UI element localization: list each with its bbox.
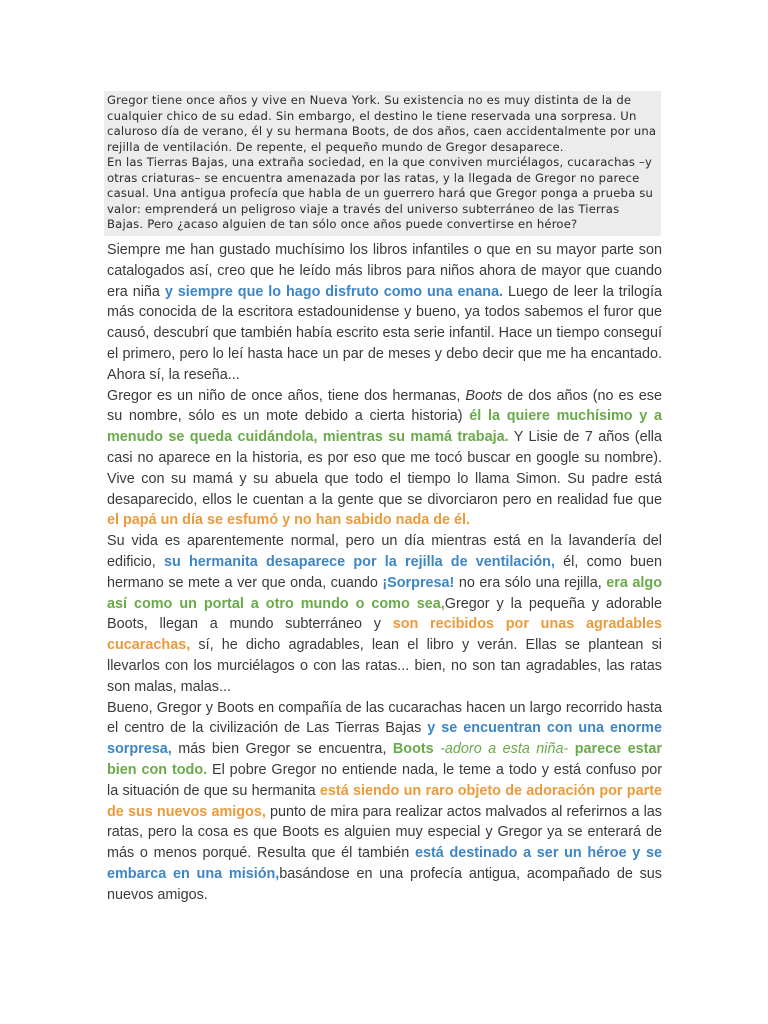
highlight-green: Boots [392,741,434,758]
review-paragraph [107,698,662,906]
synopsis-paragraph: En las Tierras Bajas, una extraña sociedad, en la que conviven murciélagos, cucarachas –y otras criaturas– se encuentra amenazada por las ratas, y la llegada de Gregor no parece casual. Una antigua profecía que habla de un guerrero hará que Gregor ponga a prueba su valor: emprenderá un peligroso viaje a través del universo subterráneo de las Tierras Bajas. Pero ¿acaso alguien de tan sólo once años puede convertirse en héroe? [107,155,654,231]
review-body [107,240,662,906]
review-text: basándose en una profecía antigua, acompañado de sus nuevos amigos. [107,865,662,903]
review-text: Y Lisie de 7 años (ella casi no aparece en la historia, es por eso que me tocó buscar en google su nombre). Vive con su mamá y su abuela que todo el tiempo lo llama Simon. Su padre está desaparecido, ellos le cuentan a la gente que se divorciaron pero en realidad fue que [107,429,663,508]
highlight-green: era algo así como un portal a otro mundo o como sea, [107,574,662,612]
review-text: más bien Gregor se encuentra, [171,741,393,758]
review-text: Gregor es un niño de once años, tiene dos hermanas, [107,387,466,404]
highlight-blue: y se encuentran con una enorme sorpresa, [107,720,662,758]
review-text: Luego de leer la trilogía más conocida de la escritora estadounidense y bueno, ya todos sabemos el furor que causó, descubrí que también había escrito esta serie infantil. Hace un tiempo conseguí el primero, pero lo leí hasta hace un par de meses y debo decir que me ha encantado. Ahora sí, la reseña... [107,283,662,383]
review-text: punto de mira para realizar actos malvados al referirnos a las ratas, pero la cosa es que Boots es alguien muy especial y Gregor ya se enterará de más o menos porqué. Resulta que él también [107,803,662,862]
highlight-green: parece estar bien con todo. [107,741,662,778]
review-text: Su vida es aparentemente normal, pero un día mientras está en la lavandería del edificio, [107,533,662,570]
review-paragraph [107,240,662,386]
synopsis-paragraph: Gregor tiene once años y vive en Nueva York. Su existencia no es muy distinta de la de cualquier chico de su edad. Sin embargo, el destino le tiene reservada una sorpresa. Un caluroso día de verano, él y su hermana Boots, de dos años, caen accidentalmente por una rejilla de ventilación. De repente, el pequeño mundo de Gregor desaparece. [107,93,657,154]
highlight-orange: son recibidos por unas agradables cucarachas, [107,616,662,654]
highlight-green: él la quiere muchísimo y a menudo se queda cuidándola, mientras su mamá trabaja. [107,408,662,446]
review-text: El pobre Gregor no entiende nada, le teme a todo y está confuso por la situación de que su hermanita [107,761,662,799]
highlight-orange: está siendo un raro objeto de adoración por parte de sus nuevos amigos, [107,782,662,820]
italic-name: Boots [465,387,503,404]
synopsis-box [104,91,661,236]
review-text: Siempre me han gustado muchísimo los libros infantiles o que en su mayor parte son catalogados así, creo que he leído más libros para niños ahora de mayor que cuando era niña [107,242,662,300]
review-text: Bueno, Gregor y Boots en compañía de las cucarachas hacen un largo recorrido hasta el centro de la civilización de Las Tierras Bajas [107,699,662,737]
review-text: de dos años (no es ese su nombre, sólo es un mote debido a cierta historia) [107,387,662,425]
review-text: sí, he dicho agradables, lean el libro y verán. Ellas se plantean si llevarlos con los murciélagos o con las ratas... bien, no son tan agradables, las ratas son malas, malas... [107,637,662,695]
highlight-blue: está destinado a ser un héroe y se embarca en una misión, [107,845,662,882]
review-text: no era sólo una rejilla, [454,574,607,591]
highlight-blue: ¡Sorpresa! [382,574,455,591]
italic-aside: -adoro a esta niña- [433,741,575,758]
highlight-orange: el papá un día se esfumó y no han sabido nada de él. [107,512,471,529]
review-text: él, como buen hermano se mete a ver que onda, cuando [107,553,662,591]
highlight-blue: su hermanita desaparece por la rejilla de ventilación, [164,553,555,570]
review-paragraph [107,386,662,532]
review-text: Gregor y la pequeña y adorable Boots, llegan a mundo subterráneo y [107,595,662,633]
review-paragraph [107,531,662,697]
highlight-blue: y siempre que lo hago disfruto como una enana. [164,283,504,300]
